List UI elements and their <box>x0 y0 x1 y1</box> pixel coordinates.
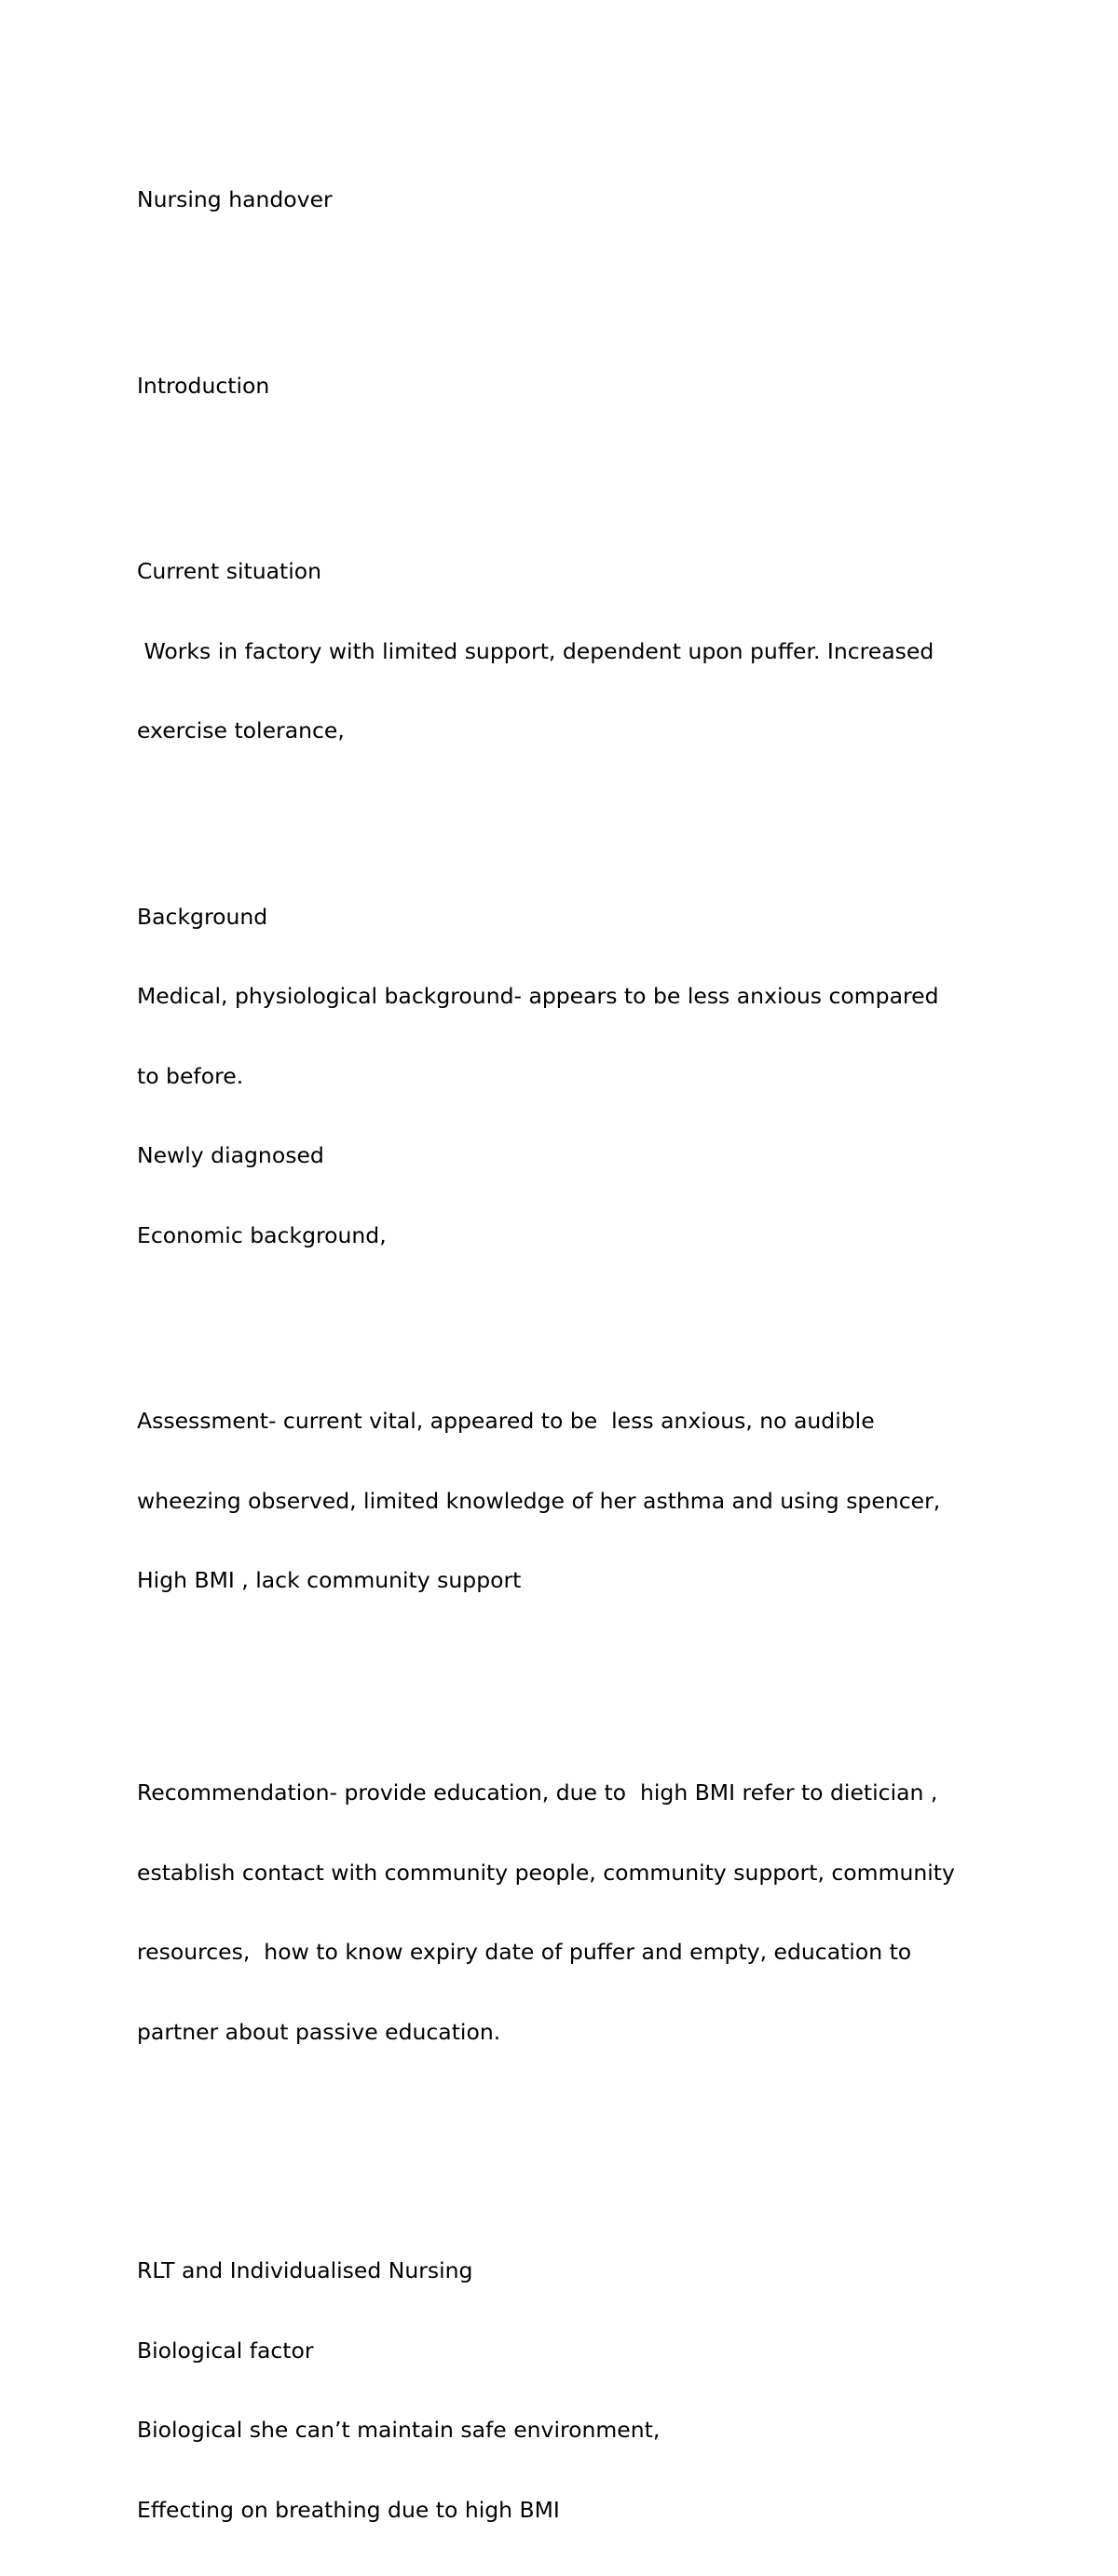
spacer <box>137 1647 1013 1700</box>
paragraph-line: Biological she can’t maintain safe environment, <box>137 2417 661 2443</box>
spacer <box>137 452 1013 479</box>
section-heading-rlt: RLT and Individualised Nursing <box>137 2257 473 2283</box>
paragraph-line: to before. <box>137 1062 244 1089</box>
document-body <box>137 133 1013 2576</box>
paragraph-line: Effecting on breathing due to high BMI <box>137 2496 560 2523</box>
spacer <box>137 797 1013 825</box>
section-heading-background: Background <box>137 903 268 930</box>
document-title: Nursing handover <box>137 186 333 212</box>
spacer <box>137 1302 1013 1329</box>
paragraph-line: Newly diagnosed <box>137 1142 324 1168</box>
section-introduction: Introduction <box>137 372 270 399</box>
paragraph-line: Medical, physiological background- appears to be less anxious compared <box>137 983 939 1009</box>
section-heading-current-situation: Current situation <box>137 558 322 584</box>
spacer <box>137 2098 1013 2178</box>
paragraph-line: Economic background, <box>137 1221 387 1248</box>
paragraph-line: establish contact with community people, community support, community <box>137 1859 955 1886</box>
spacer <box>137 266 1013 293</box>
paragraph-line: Biological factor <box>137 2337 314 2364</box>
paragraph-line: High BMI , lack community support <box>137 1567 522 1593</box>
paragraph-line: partner about passive education. <box>137 2018 501 2045</box>
paragraph-line: resources, how to know expiry date of puffer and empty, education to <box>137 1939 912 1965</box>
paragraph-line: wheezing observed, limited knowledge of her asthma and using spencer, <box>137 1487 941 1514</box>
paragraph-line: Assessment- current vital, appeared to be less anxious, no audible <box>137 1408 875 1434</box>
paragraph-line: Works in factory with limited support, dependent upon puffer. Increased <box>137 637 934 664</box>
paragraph-line: exercise tolerance, <box>137 717 345 743</box>
paragraph-line: Recommendation- provide education, due to high BMI refer to dietician , <box>137 1779 938 1806</box>
